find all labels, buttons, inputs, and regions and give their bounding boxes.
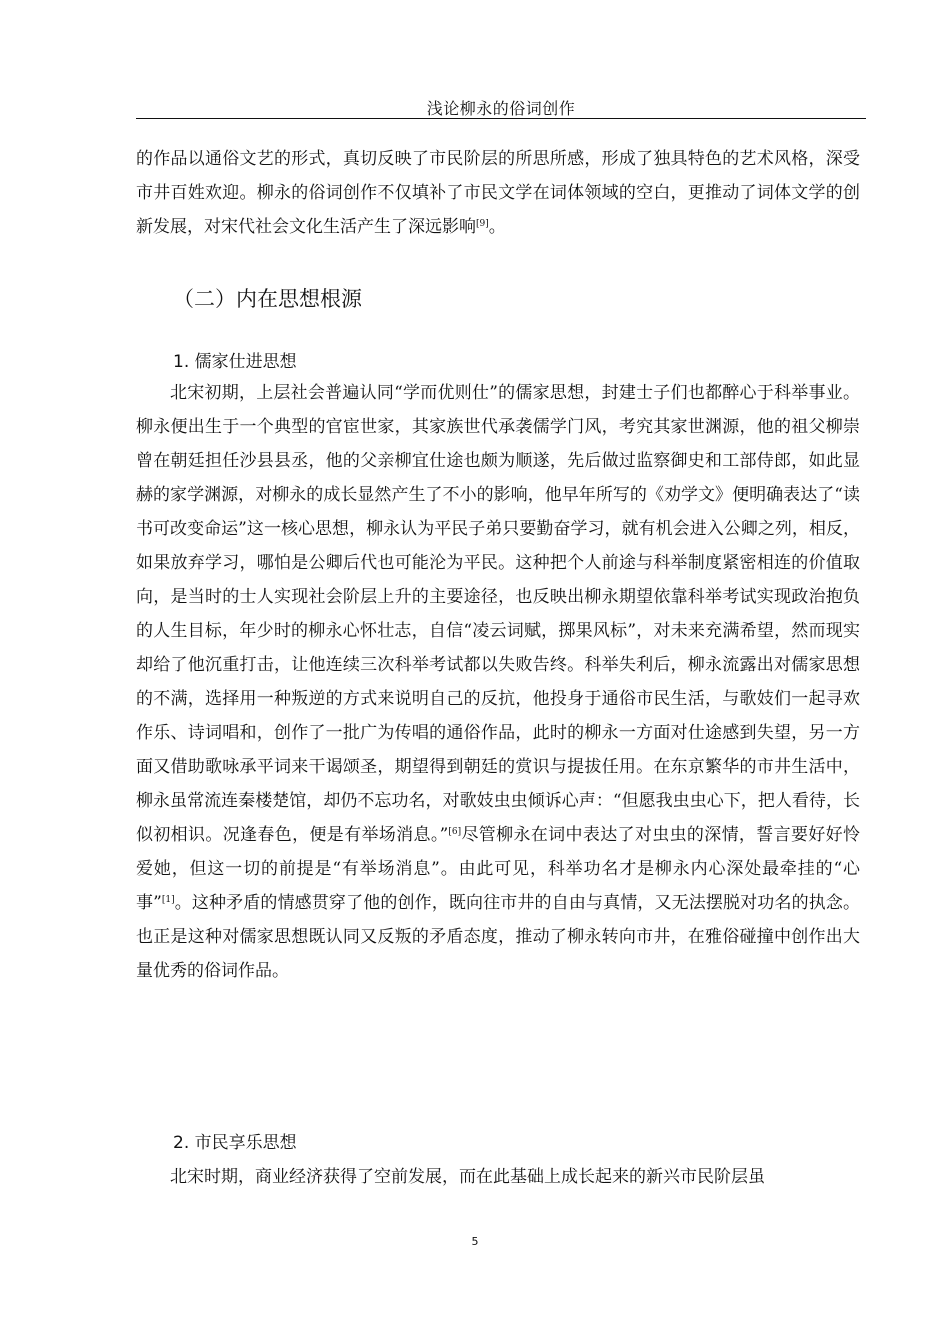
- section-heading: （二）内在思想根源: [173, 287, 362, 311]
- intro-end: 。: [488, 217, 506, 237]
- intro-text: 的作品以通俗文艺的形式，真切反映了市民阶层的所思所感，形成了独具特色的艺术风格，深受市井百姓欢迎。柳永的俗词创作不仅填补了市民文学在词体领域的空白，更推动了词体文学的创新发展，对宋代社会文化生活产生了深远影响: [136, 149, 860, 237]
- confucian-text-3: 。这种矛盾的情感贯穿了他的创作，既向往市井的自由与真情，又无法摆脱对功名的执念。也正是这种对儒家思想既认同又反叛的矛盾态度，推动了柳永转向市井，在雅俗碰撞中创作出大量优秀的俗词作品。: [136, 893, 860, 981]
- confucian-paragraph: [136, 376, 860, 988]
- header-rule: [136, 118, 866, 119]
- confucian-text-1: 北宋初期，上层社会普遍认同“学而优则仕”的儒家思想，封建士子们也都醉心于科举事业。柳永便出生于一个典型的官宦世家，其家族世代承袭儒学门风，考究其家世渊源，他的祖父柳崇曾在朝廷担任沙县县丞，他的父亲柳宜仕途也颇为顺遂，先后做过监察御史和工部侍郎，如此显赫的家学渊源，对柳永的成长显然产生了不小的影响，他早年所写的《劝学文》便明确表达了“读书可改变命运”这一核心思想，柳永认为平民子弟只要勤奋学习，就有机会进入公卿之列，相反，如果放弃学习，哪怕是公卿后代也可能沦为平民。这种把个人前途与科举制度紧密相连的价值取向，是当时的士人实现社会阶层上升的主要途径，也反映出柳永期望依靠科举考试实现政治抱负的人生目标，年少时的柳永心怀壮志，自信“凌云词赋，掷果风标”，对未来充满希望，然而现实却给了他沉重打击，让他连续三次科举考试都以失败告终。科举失利后，柳永流露出对儒家思想的不满，选择用一种叛逆的方式来说明自己的反抗，他投身于通俗市民生活，与歌妓们一起寻欢作乐、诗词唱和，创作了一批广为传唱的通俗作品，此时的柳永一方面对仕途感到失望，另一方面又借助歌咏承平词来干谒颂圣，期望得到朝廷的赏识与提拔任用。在东京繁华的市井生活中，柳永虽常流连秦楼楚馆，却仍不忘功名，对歌妓虫虫倾诉心声：“但愿我虫虫心下，把人看待，长似初相识。况逢春色，便是有举场消息。”: [136, 383, 860, 845]
- citizen-paragraph: 北宋时期，商业经济获得了空前发展，而在此基础上成长起来的新兴市民阶层虽: [170, 1167, 765, 1187]
- citation-9: [9]: [476, 219, 489, 229]
- intro-paragraph: [136, 142, 860, 244]
- subsection-heading-2: 2. 市民享乐思想: [173, 1133, 297, 1153]
- running-header: 浅论柳永的俗词创作: [426, 99, 576, 118]
- subsection-heading-1: 1. 儒家仕进思想: [173, 352, 297, 372]
- citation-6: [6]: [448, 827, 462, 837]
- page-number: 5: [471, 1235, 479, 1248]
- citation-1: [1]: [161, 895, 175, 905]
- confucian-text-2: 尽管柳永在词中表达了对虫虫的深情，誓言要好好怜爱她，但这一切的前提是“有举场消息”。由此可见，科举功名才是柳永内心深处最牵挂的“心事”: [136, 825, 860, 913]
